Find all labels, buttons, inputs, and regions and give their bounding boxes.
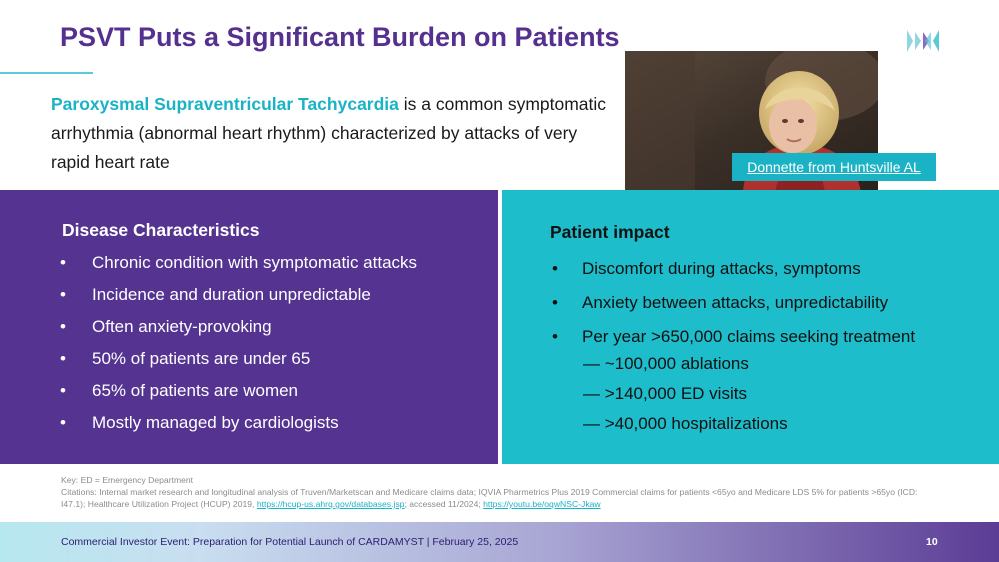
footnote: [61, 474, 941, 510]
company-logo-icon: [905, 28, 941, 54]
title-underline: [0, 72, 93, 74]
disease-heading: Disease Characteristics: [62, 220, 260, 240]
list-item: • Mostly managed by cardiologists: [60, 413, 339, 432]
list-item: • Incidence and duration unpredictable: [60, 285, 371, 304]
impact-heading: Patient impact: [550, 222, 670, 242]
sub-list-item: — ~100,000 ablations: [583, 354, 749, 373]
sub-list-item: — >140,000 ED visits: [583, 384, 747, 403]
patient-impact-panel: [502, 190, 999, 464]
bullet-icon: •: [60, 253, 66, 272]
bullet-icon: •: [60, 285, 66, 304]
footer-text: Commercial Investor Event: Preparation for Potential Launch of CARDAMYST | February 25, 2025: [61, 536, 519, 548]
footer-bar: [0, 522, 999, 562]
bullet-icon: •: [60, 413, 66, 432]
sub-list-item: — >40,000 hospitalizations: [583, 414, 788, 433]
youtube-link[interactable]: https://youtu.be/oqwNSC-Jkaw: [483, 499, 601, 509]
footnote-key: Key: ED = Emergency Department: [61, 475, 194, 485]
bullet-icon: •: [552, 293, 558, 312]
intro-text: is a common symptomatic arrhythmia (abnormal heart rhythm) characterized by attacks of very rapid heart rate: [51, 94, 607, 172]
psvt-term: Paroxysmal Supraventricular Tachycardia: [51, 94, 399, 114]
list-item: • Per year >650,000 claims seeking treatment: [552, 327, 916, 346]
bullet-icon: •: [60, 349, 66, 368]
impact-list: [550, 258, 915, 360]
list-item: • Anxiety between attacks, unpredictability: [552, 293, 889, 312]
list-item: • Chronic condition with symptomatic attacks: [60, 253, 418, 272]
disease-list: [58, 252, 417, 444]
slide-title: PSVT Puts a Significant Burden on Patients: [60, 22, 620, 52]
bullet-icon: •: [552, 327, 558, 346]
bullet-icon: •: [60, 381, 66, 400]
list-item: • Often anxiety-provoking: [60, 317, 272, 336]
page-number: 10: [926, 536, 938, 548]
list-item: • Discomfort during attacks, symptoms: [552, 259, 861, 278]
disease-characteristics-panel: [0, 190, 498, 464]
impact-sublist: [583, 351, 788, 441]
bullet-icon: •: [60, 317, 66, 336]
intro-paragraph: [51, 90, 611, 177]
list-item: • 50% of patients are under 65: [60, 349, 311, 368]
photo-caption-link[interactable]: Donnette from Huntsville AL: [732, 153, 936, 181]
footnote-citations: Citations: Internal market research and longitudinal analysis of Truven/Marketscan and Medicare claims data; IQVIA Pharmetrics Plus 2019 Commercial claims for patients <65yo and Medicare LDS 5% for patients >65yo (ICD: I47.1); Healthcare Utilization Project (HCUP) 2019, https://hcup-us.ahrq.gov/databases.jsp; accessed 11/2024; https://youtu.be/oqwNSC-Jkaw: [61, 487, 918, 509]
hcup-link[interactable]: https://hcup-us.ahrq.gov/databases.jsp: [256, 499, 405, 509]
list-item: • 65% of patients are women: [60, 381, 299, 400]
bullet-icon: •: [552, 259, 558, 278]
